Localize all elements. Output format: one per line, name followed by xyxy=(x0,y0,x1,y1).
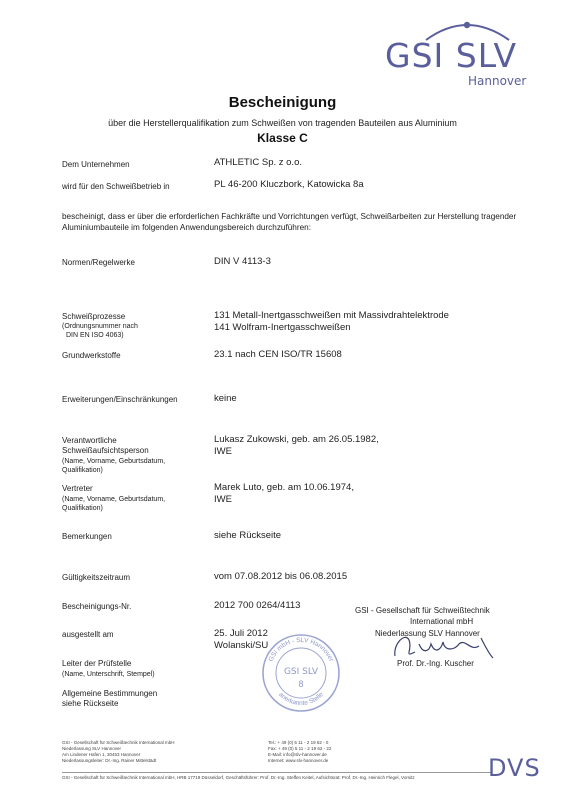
company-value: ATHLETIC Sp. z o.o. xyxy=(214,157,302,168)
stamp-number: 8 xyxy=(298,679,304,689)
issuer-line1: GSI - Gesellschaft für Schweißtechnik xyxy=(355,606,490,615)
erweiterungen-label: Erweiterungen/Einschränkungen xyxy=(62,395,178,404)
ausgestellt-value1: 25. Juli 2012 xyxy=(214,628,268,639)
footer-left-line: Niederlassung SLV Hannover xyxy=(62,746,121,751)
footer-left xyxy=(62,740,175,764)
gueltigkeit-value: vom 07.08.2012 bis 06.08.2015 xyxy=(214,571,348,582)
svg-text:anerkannte Stelle xyxy=(277,691,325,707)
prozesse-value1: 131 Metall-Inertgasschweißen mit Massivdrahtelektrode xyxy=(214,310,449,321)
vertreter-sub1: (Name, Vorname, Geburtsdatum, xyxy=(62,496,166,503)
verantwortlich-sub2: Qualifikation) xyxy=(62,467,103,474)
footer-right-line: E-Mail: info@slv-hannover.de xyxy=(268,752,327,757)
erweiterungen-value: keine xyxy=(214,393,237,404)
vertreter-sub2: Qualifikation) xyxy=(62,505,103,512)
intro-text: bescheinigt, dass er über die erforderlichen Fachkräfte und Vorrichtungen verfügt, Schweißarbeiten zur Herstellung tragender Aluminiumbauteile im folgenden Anwendungsbereich durchzuführen: xyxy=(62,212,517,232)
official-stamp xyxy=(260,632,342,714)
footer-right xyxy=(268,740,331,764)
footer-right-line: Tel.: + 49 (0) 5 11 - 2 19 62 - 0 xyxy=(268,740,329,745)
vertreter-value2: IWE xyxy=(214,494,232,505)
ausgestellt-value2: Wolanski/SU xyxy=(214,640,269,651)
leiter-label: Leiter der Prüfstelle xyxy=(62,659,132,668)
prozesse-sub2: DIN EN ISO 4063) xyxy=(66,332,124,339)
footer-divider xyxy=(62,772,492,773)
issuer-line3: Niederlassung SLV Hannover xyxy=(375,629,480,638)
verantwortlich-value1: Lukasz Zukowski, geb. am 26.05.1982, xyxy=(214,434,379,445)
footer-right-line: Fax: + 49 (0) 5 11 - 2 19 62 - 22 xyxy=(268,746,332,751)
normen-value: DIN V 4113-3 xyxy=(214,256,271,267)
prozesse-label: Schweißprozesse xyxy=(62,312,126,321)
normen-label: Normen/Regelwerke xyxy=(62,258,135,267)
grundwerk-value: 23.1 nach CEN ISO/TR 15608 xyxy=(214,349,342,360)
stamp-center-text: GSI SLV xyxy=(283,667,319,677)
stamp-bottom-text: anerkannte Stelle xyxy=(277,691,325,708)
svg-text:GSI mbH - SLV Hannover xyxy=(267,637,334,664)
bemerkungen-value: siehe Rückseite xyxy=(214,530,282,541)
issuer-line2: International mbH xyxy=(410,617,474,626)
page-title: Bescheinigung xyxy=(228,94,337,111)
bemerkungen-label: Bemerkungen xyxy=(62,532,112,541)
nummer-label: Bescheinigungs-Nr. xyxy=(62,602,132,611)
footer-bottom-text: GSI - Gesellschaft für Schweißtechnik International mbH, HRB 17719 Düsseldorf, Geschäftsführer: Prof. Dr.-Ing. Steffen Keitel, Aufsichtsrat: Prof. Dr.-Ing. Heinrich Flegel, Vorsitz xyxy=(62,775,415,780)
verantwortlich-sub1: (Name, Vorname, Geburtsdatum, xyxy=(62,458,166,465)
plant-value: PL 46-200 Kluczbork, Katowicka 8a xyxy=(214,179,364,190)
verantwortlich-label2: Schweißaufsichtsperson xyxy=(62,446,149,455)
plant-label: wird für den Schweißbetrieb in xyxy=(62,182,170,191)
dvs-logo: DVS xyxy=(488,754,541,782)
issuer-name: Prof. Dr.-Ing. Kuscher xyxy=(397,659,474,668)
company-label: Dem Unternehmen xyxy=(62,160,130,169)
verantwortlich-value2: IWE xyxy=(214,446,232,457)
gueltigkeit-label: Gültigkeitszeitraum xyxy=(62,573,131,582)
prozesse-value2: 141 Wolfram-Inertgasschweißen xyxy=(214,322,351,333)
logo-brand: GSI SLV xyxy=(385,36,518,75)
footer-left-line: Niederlassungsleiter: Dr.-Ing. Rainer Mittelstädt xyxy=(62,758,157,763)
nummer-value: 2012 700 0264/4113 xyxy=(214,600,301,611)
grundwerk-label: Grundwerkstoffe xyxy=(62,351,121,360)
stamp-top-text: GSI mbH - SLV Hannover xyxy=(267,636,335,663)
verantwortlich-label1: Verantwortliche xyxy=(62,436,117,445)
ausgestellt-label: ausgestellt am xyxy=(62,630,114,639)
footer-right-line: Internet: www.slv-hannover.de xyxy=(268,758,329,763)
allgemein-label2: siehe Rückseite xyxy=(62,699,119,708)
page-subtitle: über die Herstellerqualifikation zum Schweißen von tragenden Bauteilen aus Aluminium xyxy=(108,118,457,128)
prozesse-sub1: (Ordnungsnummer nach xyxy=(62,323,138,330)
footer-left-line: GSI - Gesellschaft für Schweißtechnik International mbH xyxy=(62,740,175,745)
leiter-sub: (Name, Unterschrift, Stempel) xyxy=(62,671,155,678)
footer-left-line: Am Lindener Hafen 1, 30453 Hannover xyxy=(62,752,141,757)
allgemein-label1: Allgemeine Bestimmungen xyxy=(62,689,158,698)
vertreter-label: Vertreter xyxy=(62,484,93,493)
klasse-label: Klasse C xyxy=(257,131,308,145)
signature-icon xyxy=(385,624,500,664)
vertreter-value1: Marek Luto, geb. am 10.06.1974, xyxy=(214,482,354,493)
logo-city: Hannover xyxy=(468,74,527,88)
